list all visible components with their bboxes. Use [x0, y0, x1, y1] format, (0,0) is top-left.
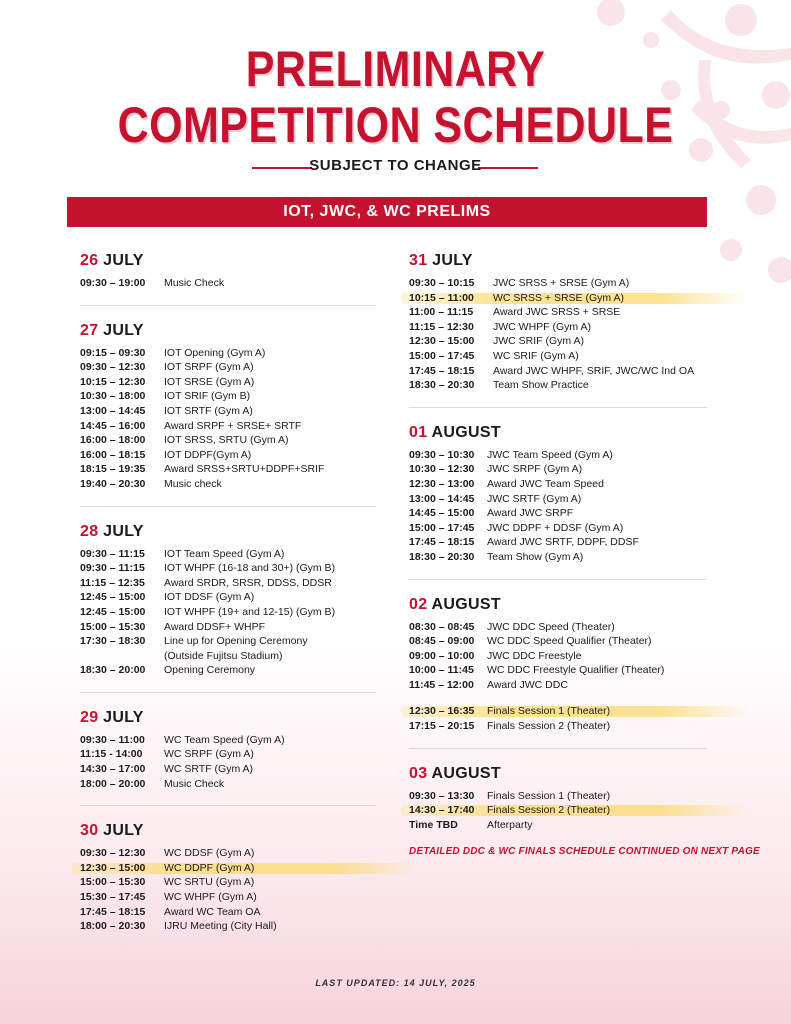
schedule-row: [80, 389, 376, 404]
event-name: Award SRDR, SRSR, DDSS, DDSR: [164, 576, 332, 589]
event-name: Award JWC SRSS + SRSE: [493, 306, 621, 319]
day-number: 31: [409, 252, 428, 269]
schedule-row: [409, 364, 707, 379]
event-name: Award DDSF+ WHPF: [164, 620, 266, 633]
divider: [80, 692, 376, 693]
event-name: JWC SRIF (Gym A): [493, 335, 584, 348]
day-section: [80, 709, 376, 791]
event-name: WC Team Speed (Gym A): [164, 733, 285, 746]
event-name: JWC DDPF + DDSF (Gym A): [487, 521, 624, 534]
day-number: 03: [409, 764, 428, 782]
schedule-row: [80, 733, 376, 748]
time-range: 09:30 – 13:30: [409, 789, 475, 802]
row-spacer: [409, 692, 707, 704]
schedule-row: [409, 349, 707, 364]
time-range: 08:45 – 09:00: [409, 635, 475, 648]
event-name: WC SRSS + SRSE (Gym A): [493, 291, 624, 304]
schedule-row: [409, 719, 707, 734]
day-heading: [409, 765, 707, 783]
time-range: 12:30 – 16:35: [409, 705, 475, 718]
time-range: 15:30 – 17:45: [80, 891, 146, 904]
schedule-row: [409, 649, 707, 664]
section-banner: IOT, JWC, & WC PRELIMS: [67, 197, 707, 227]
event-name: WC SRIF (Gym A): [493, 349, 579, 362]
day-month: AUGUST: [427, 595, 501, 613]
event-name: Finals Session 2 (Theater): [487, 804, 611, 817]
highlighted-row: [409, 803, 707, 818]
schedule-row: [80, 663, 376, 678]
time-range: 11:15 – 12:35: [80, 576, 145, 589]
event-name: Team Show (Gym A): [487, 550, 584, 563]
time-range: 15:00 – 17:45: [409, 349, 475, 362]
schedule-row: [80, 762, 376, 777]
time-range: 11:15 - 14:00: [80, 748, 143, 761]
event-name: JWC DDC Speed (Theater): [487, 620, 615, 633]
time-range: 14:30 – 17:40: [409, 804, 475, 817]
event-name: Team Show Practice: [493, 379, 589, 392]
schedule-row: [80, 419, 376, 434]
day-section: [80, 822, 376, 934]
time-range: 09:30 – 12:30: [80, 361, 146, 374]
schedule-row: [409, 818, 707, 833]
schedule-column-right: [409, 252, 760, 858]
day-section: [80, 523, 376, 678]
day-heading: [409, 424, 707, 442]
event-name: WC SRPF (Gym A): [164, 748, 254, 761]
time-range: 09:30 – 11:15: [80, 562, 145, 575]
schedule-row: [80, 777, 376, 792]
time-range: 12:30 – 15:00: [80, 861, 146, 874]
event-name: Music check: [164, 477, 222, 490]
time-range: 12:45 – 15:00: [80, 605, 146, 618]
event-name: WC DDC Freestyle Qualifier (Theater): [487, 664, 665, 677]
day-heading: [409, 252, 707, 270]
time-range: 15:00 – 15:30: [80, 620, 146, 633]
time-range: 10:00 – 11:45: [409, 664, 474, 677]
event-name: (Outside Fujitsu Stadium): [164, 649, 283, 662]
divider: [409, 579, 707, 580]
schedule-row: [409, 620, 707, 635]
schedule-row: [80, 890, 376, 905]
schedule-row: [80, 404, 376, 419]
day-heading: [409, 596, 707, 614]
schedule-row: [80, 360, 376, 375]
schedule-row: [409, 492, 707, 507]
day-month: AUGUST: [427, 423, 501, 441]
event-name: IOT SRIF (Gym B): [164, 390, 251, 403]
time-range: 16:00 – 18:00: [80, 434, 146, 447]
event-name: WC DDPF (Gym A): [164, 861, 255, 874]
day-heading: [80, 322, 376, 340]
schedule-column-left: [80, 252, 376, 934]
last-updated: LAST UPDATED: 14 JULY, 2025: [315, 978, 476, 988]
event-name: Line up for Opening Ceremony: [164, 635, 308, 648]
time-range: 09:15 – 09:30: [80, 346, 146, 359]
divider: [409, 407, 707, 408]
schedule-row: [80, 620, 376, 635]
schedule-row: [409, 378, 707, 393]
time-range: 17:45 – 18:15: [80, 905, 146, 918]
event-name: IOT DDPF(Gym A): [164, 448, 252, 461]
event-name: Music Check: [164, 277, 225, 289]
event-name: Opening Ceremony: [164, 664, 256, 677]
time-range: 17:30 – 18:30: [80, 635, 146, 648]
time-range: 09:30 – 10:30: [409, 448, 475, 461]
time-range: 08:30 – 08:45: [409, 620, 475, 633]
day-number: 01: [409, 423, 428, 441]
schedule-row: [409, 506, 707, 521]
time-range: 12:30 – 15:00: [409, 335, 475, 348]
day-month: JULY: [98, 321, 144, 339]
event-name: JWC Team Speed (Gym A): [487, 448, 613, 461]
schedule-row: [80, 634, 376, 649]
time-range: 09:00 – 10:00: [409, 649, 475, 662]
event-name: IOT WHPF (19+ and 12-15) (Gym B): [164, 605, 336, 618]
day-heading: [80, 523, 376, 541]
schedule-row: [80, 590, 376, 605]
event-name: WC DDSF (Gym A): [164, 847, 255, 860]
event-name: IOT DDSF (Gym A): [164, 591, 255, 604]
day-month: JULY: [98, 822, 144, 840]
time-range: 10:30 – 12:30: [409, 463, 475, 476]
time-range: 14:30 – 17:00: [80, 763, 146, 776]
schedule-row: [409, 550, 707, 565]
event-name: JWC SRPF (Gym A): [487, 463, 583, 476]
event-name: Finals Session 1 (Theater): [487, 789, 611, 802]
schedule-row: [80, 576, 376, 591]
time-range: 18:30 – 20:00: [80, 664, 146, 677]
divider: [80, 305, 376, 306]
day-number: 26: [80, 252, 99, 269]
event-name: IOT SRSE (Gym A): [164, 375, 255, 388]
day-heading: [80, 709, 376, 727]
event-name: Award JWC Team Speed: [487, 477, 604, 490]
time-range: 18:15 – 19:35: [80, 463, 146, 476]
schedule-row: [80, 747, 376, 762]
day-section: [409, 252, 707, 393]
event-name: Afterparty: [487, 818, 533, 831]
time-range: 09:30 – 11:00: [80, 733, 145, 746]
schedule-row: [409, 634, 707, 649]
event-name: Finals Session 2 (Theater): [487, 720, 611, 733]
time-range: 17:15 – 20:15: [409, 720, 475, 733]
highlighted-row: [409, 704, 707, 719]
schedule-row: [409, 305, 707, 320]
event-name: IJRU Meeting (City Hall): [164, 920, 277, 933]
schedule-row: [80, 375, 376, 390]
time-range: 11:45 – 12:00: [409, 678, 474, 691]
event-name: WC SRTF (Gym A): [164, 763, 254, 776]
time-range: 18:30 – 20:30: [409, 550, 475, 563]
event-name: Award JWC WHPF, SRIF, JWC/WC Ind OA: [493, 364, 695, 377]
time-range: 12:30 – 13:00: [409, 477, 475, 490]
event-name: WC WHPF (Gym A): [164, 891, 257, 904]
day-heading: [80, 822, 376, 840]
schedule-row: [80, 649, 376, 664]
day-number: 02: [409, 595, 428, 613]
schedule-row: [80, 448, 376, 463]
day-month: AUGUST: [427, 764, 501, 782]
time-range: 18:00 – 20:30: [80, 920, 146, 933]
schedule-row: [80, 846, 376, 861]
time-range: 10:15 – 11:00: [409, 291, 474, 304]
time-range: 15:00 – 17:45: [409, 521, 475, 534]
time-range: 09:30 – 19:00: [80, 277, 146, 289]
schedule-row: [80, 477, 376, 492]
time-range: 09:30 – 12:30: [80, 847, 146, 860]
day-month: JULY: [98, 522, 144, 540]
time-range: 09:30 – 10:15: [409, 277, 475, 289]
page-title-line2: COMPETITION SCHEDULE: [117, 97, 674, 153]
schedule-row: [409, 663, 707, 678]
time-range: 11:15 – 12:30: [409, 320, 474, 333]
time-range: 14:45 – 16:00: [80, 419, 146, 432]
day-month: JULY: [427, 252, 473, 269]
time-range: 14:45 – 15:00: [409, 507, 475, 520]
event-name: Award JWC SRPF: [487, 507, 574, 520]
highlighted-row: [409, 291, 707, 306]
schedule-row: [80, 276, 376, 291]
schedule-row: [80, 605, 376, 620]
event-name: Award SRSS+SRTU+DDPF+SRIF: [164, 463, 325, 476]
time-range: 13:00 – 14:45: [80, 404, 146, 417]
event-name: IOT WHPF (16-18 and 30+) (Gym B): [164, 562, 336, 575]
event-name: JWC SRTF (Gym A): [487, 492, 582, 505]
event-name: Award SRPF + SRSE+ SRTF: [164, 419, 302, 432]
time-range: Time TBD: [409, 818, 458, 831]
event-name: WC DDC Speed Qualifier (Theater): [487, 635, 652, 648]
time-range: 19:40 – 20:30: [80, 477, 146, 490]
schedule-row: [409, 678, 707, 693]
event-name: JWC WHPF (Gym A): [493, 320, 591, 333]
day-month: JULY: [98, 252, 144, 269]
day-month: JULY: [98, 708, 144, 726]
schedule-row: [80, 919, 376, 934]
divider: [409, 748, 707, 749]
time-range: 17:45 – 18:15: [409, 364, 475, 377]
time-range: 11:00 – 11:15: [409, 306, 474, 319]
schedule-row: [80, 905, 376, 920]
subtitle: SUBJECT TO CHANGE: [309, 157, 482, 174]
continued-note: DETAILED DDC & WC FINALS SCHEDULE CONTINUED ON NEXT PAGE: [409, 846, 760, 858]
event-name: Award WC Team OA: [164, 905, 261, 918]
day-section: [80, 252, 376, 291]
schedule-row: [409, 448, 707, 463]
event-name: JWC SRSS + SRSE (Gym A): [493, 277, 630, 289]
time-range: 17:45 – 18:15: [409, 536, 475, 549]
time-range: 16:00 – 18:15: [80, 448, 146, 461]
schedule-row: [409, 334, 707, 349]
divider: [80, 506, 376, 507]
event-name: IOT Opening (Gym A): [164, 346, 266, 359]
event-name: Finals Session 1 (Theater): [487, 705, 611, 718]
schedule-row: [80, 875, 376, 890]
day-section: [80, 322, 376, 492]
event-name: IOT Team Speed (Gym A): [164, 547, 285, 560]
day-section: [409, 424, 707, 565]
schedule-row: [80, 462, 376, 477]
event-name: Award JWC DDC: [487, 678, 568, 691]
schedule-row: [409, 789, 707, 804]
event-name: IOT SRTF (Gym A): [164, 404, 253, 417]
day-number: 29: [80, 708, 99, 726]
day-section: [409, 596, 707, 734]
event-name: Award JWC SRTF, DDPF, DDSF: [487, 536, 639, 549]
time-range: 15:00 – 15:30: [80, 876, 146, 889]
time-range: 13:00 – 14:45: [409, 492, 475, 505]
highlighted-row: [80, 861, 376, 876]
event-name: Music Check: [164, 777, 225, 790]
time-range: 18:30 – 20:30: [409, 379, 475, 392]
event-name: WC SRTU (Gym A): [164, 876, 255, 889]
time-range: 10:30 – 18:00: [80, 390, 146, 403]
page-title-line1: PRELIMINARY: [245, 41, 546, 97]
day-heading: [80, 252, 376, 270]
divider: [80, 805, 376, 806]
time-range: 10:15 – 12:30: [80, 375, 146, 388]
time-range: 12:45 – 15:00: [80, 591, 146, 604]
time-range: [80, 649, 164, 664]
schedule-row: [409, 462, 707, 477]
schedule-row: [409, 477, 707, 492]
event-name: IOT SRSS, SRTU (Gym A): [164, 434, 289, 447]
schedule-row: [409, 276, 707, 291]
time-range: 09:30 – 11:15: [80, 547, 145, 560]
schedule-row: [409, 535, 707, 550]
time-range: 18:00 – 20:00: [80, 777, 146, 790]
event-name: IOT SRPF (Gym A): [164, 361, 254, 374]
schedule-row: [80, 433, 376, 448]
schedule-row: [409, 320, 707, 335]
schedule-row: [409, 521, 707, 536]
schedule-row: [80, 346, 376, 361]
event-name: JWC DDC Freestyle: [487, 649, 582, 662]
day-number: 28: [80, 522, 99, 540]
day-section: [409, 765, 707, 833]
day-number: 27: [80, 321, 99, 339]
day-number: 30: [80, 822, 99, 840]
schedule-row: [80, 561, 376, 576]
schedule-row: [80, 547, 376, 562]
